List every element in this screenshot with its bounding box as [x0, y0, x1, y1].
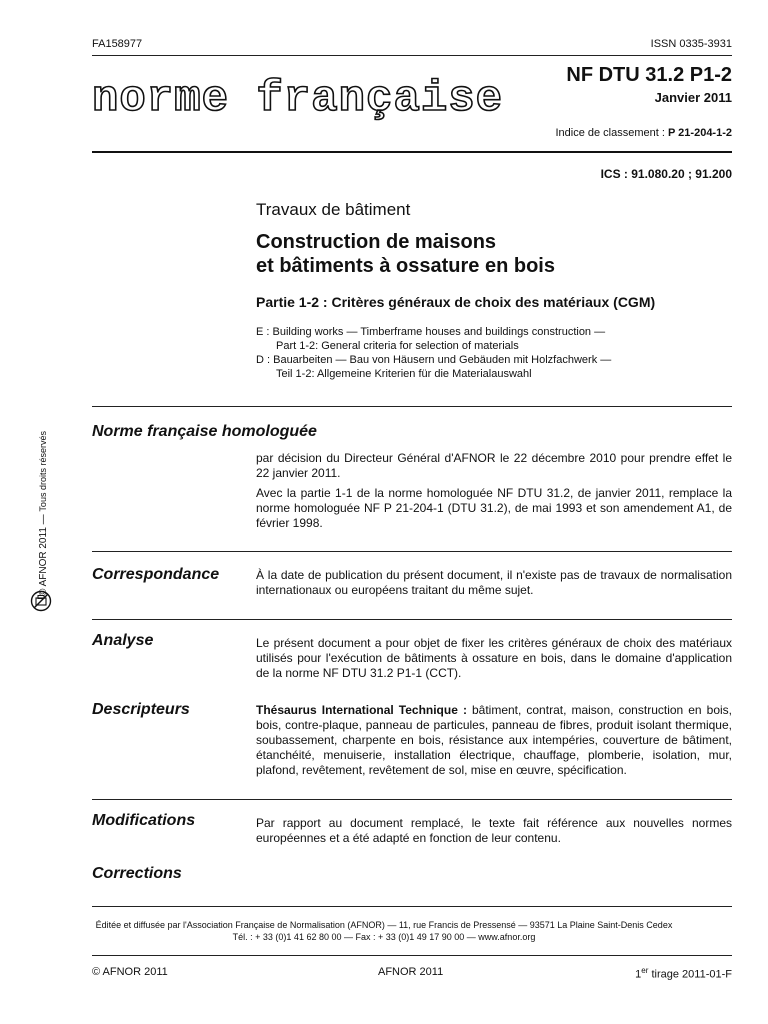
header-divider — [92, 151, 732, 153]
ics-code: ICS : 91.080.20 ; 91.200 — [600, 167, 732, 181]
translations — [256, 325, 611, 381]
section-body-analyse — [256, 636, 732, 686]
no-copy-icon — [30, 590, 52, 612]
section-rule-analyse — [92, 619, 732, 620]
main-title-line-1: Construction de maisons — [256, 231, 497, 253]
footer-afnor: AFNOR 2011 — [378, 966, 444, 978]
standard-reference: NF DTU 31.2 P1-2 — [566, 64, 732, 86]
homologuee-paragraph-1: par décision du Directeur Général d'AFNOR le 22 décembre 2010 pour prendre effet le 22 janvier 2011. — [256, 451, 732, 480]
german-title-1: D : Bauarbeiten — Bau von Häusern und Gebäuden mit Holzfachwerk — — [256, 354, 612, 366]
publisher-contact: Tél. : + 33 (0)1 41 62 80 00 — Fax : + 33 (0)1 49 17 90 00 — www.afnor.org — [232, 932, 536, 942]
section-rule-correspondance — [92, 551, 732, 552]
print-run-number: 1 — [635, 968, 642, 981]
footer-copyright: © AFNOR 2011 — [92, 966, 168, 978]
section-title-modifications: Modifications — [92, 812, 196, 829]
main-title-line-2: et bâtiments à ossature en bois — [256, 255, 555, 277]
modifications-paragraph: Par rapport au document remplacé, le texte fait référence aux nouvelles normes européennes et a été adapté en fonction de leur contenu. — [256, 816, 732, 845]
document-code: FA158977 — [92, 38, 143, 50]
section-rule-modifications — [92, 799, 732, 800]
print-run-text: tirage 2011-01-F — [648, 968, 732, 981]
side-copyright — [38, 431, 49, 596]
footer-rule — [92, 906, 732, 907]
descripteurs-paragraph — [256, 703, 732, 778]
german-title-2: Teil 1-2: Allgemeine Kriterien für die Materialauswahl — [276, 368, 532, 380]
print-run-superscript: er — [641, 966, 649, 975]
section-title-correspondance: Correspondance — [92, 566, 220, 583]
homologuee-paragraph-2: Avec la partie 1-1 de la norme homologuée NF DTU 31.2, de janvier 2011, remplace la norme homologuée NF P 21-204-1 (DTU 31.2), de mai 1993 et son amendement A1, de février 1998. — [256, 486, 732, 530]
section-title-analyse: Analyse — [92, 632, 154, 649]
english-title-2: Part 1-2: General criteria for selection of materials — [276, 340, 519, 352]
side-rights-text: Tous droits réservés — [38, 431, 48, 512]
footer-rule-bottom — [92, 955, 732, 956]
classification-value: P 21-204-1-2 — [667, 127, 732, 139]
descripteurs-label: Thésaurus International Technique : — [256, 703, 467, 717]
section-body-descripteurs — [256, 703, 732, 783]
side-copyright-text: © AFNOR 2011 — — [38, 511, 49, 596]
section-title-descripteurs: Descripteurs — [92, 701, 190, 718]
header-rule — [92, 55, 732, 56]
classification-index — [555, 127, 732, 139]
section-title-corrections: Corrections — [92, 865, 182, 882]
section-title-homologuee: Norme française homologuée — [92, 423, 317, 440]
subject-line: Travaux de bâtiment — [256, 200, 411, 219]
classification-label: Indice de classement : — [555, 127, 668, 139]
section-rule-homologuee — [92, 406, 732, 407]
part-title: Partie 1-2 : Critères généraux de choix des matériaux (CGM) — [256, 294, 656, 310]
english-title-1: E : Building works — Timberframe houses and buildings construction — — [256, 326, 606, 338]
section-body-correspondance — [256, 568, 732, 603]
descripteurs-keywords: bâtiment, contrat, maison, construction en bois, bois, contre-plaque, panneau de particules, panneau de fibres, produit isolant thermique, soubassement, charpente en bois, résistance aux intempéries, couverture de bâtiment, étanchéité, menuiserie, installation électrique, chauffage, plomberie, isolation, mur, plafond, revêtement, revêtement de sol, mise en œuvre, spécification. — [256, 703, 732, 777]
analyse-paragraph: Le présent document a pour objet de fixer les critères généraux de choix des matériaux utilisés pour l'exécution de bâtiments à ossature en bois, dans le domaine d'application de la norme NF DTU 31.2 P1-1 (CCT). — [256, 636, 732, 680]
brand-logo: norme française — [92, 74, 504, 124]
standard-date: Janvier 2011 — [654, 90, 732, 105]
main-title — [256, 230, 555, 278]
publisher-address: Éditée et diffusée par l'Association Française de Normalisation (AFNOR) — 11, rue Francis de Pressensé — 93571 La Plaine Saint-Denis Cedex — [95, 920, 673, 930]
section-body-homologuee — [256, 451, 732, 536]
correspondance-paragraph: À la date de publication du présent document, il n'existe pas de travaux de normalisation internationaux ou européens traitant du même sujet. — [256, 568, 732, 597]
issn: ISSN 0335-3931 — [650, 38, 732, 50]
section-body-modifications — [256, 816, 732, 851]
publisher-info — [0, 919, 768, 943]
print-run — [635, 966, 732, 981]
